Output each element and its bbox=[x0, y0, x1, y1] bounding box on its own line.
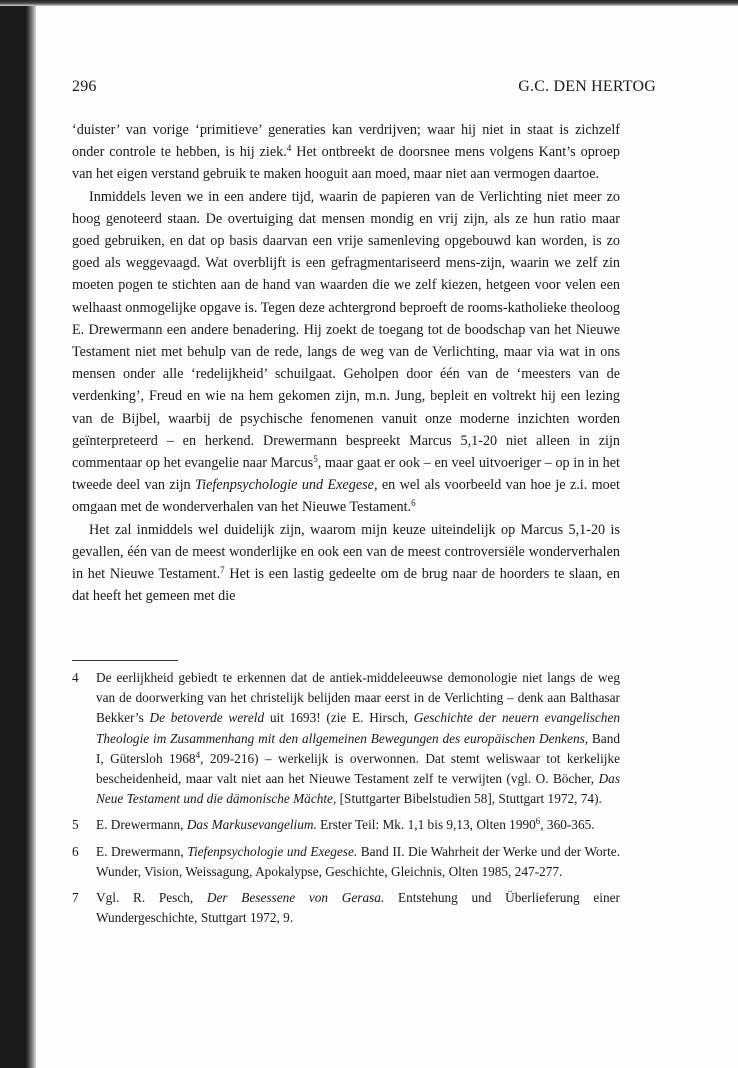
page-number: 296 bbox=[72, 78, 97, 95]
footnote-ref-7[interactable]: 7 bbox=[220, 565, 225, 576]
footnote-text: E. Drewermann, Das Markusevangelium. Erster Teil: Mk. 1,1 bis 9,13, Olten 1990$^6$, 360-365. bbox=[96, 816, 595, 833]
footnote-ref-4[interactable]: 4 bbox=[286, 143, 292, 154]
footnote-number: 6 bbox=[72, 843, 79, 859]
footnote-number: 4 bbox=[72, 670, 79, 685]
text-run: , maar gaat er ook – en veel uitvoeriger – op in in het tweede deel van zijn bbox=[72, 455, 620, 494]
footnote-number: 5 bbox=[72, 817, 79, 833]
footnote-4 bbox=[72, 668, 620, 809]
page-header bbox=[72, 78, 656, 96]
text-run: Het ontbreekt de doorsnee mens volgens Kant’s oproep van het eigen verstand gebruik te maken hooguit aan moed, maar niet aan vermogen daartoe. bbox=[72, 144, 620, 183]
paragraph-2 bbox=[72, 186, 620, 519]
footnotes bbox=[72, 668, 620, 934]
footnote-ref-5[interactable]: 5 bbox=[313, 454, 318, 465]
footnote-text: E. Drewermann, Tiefenpsychologie und Exegese. Band II. Die Wahrheit der Werke und der Worte. Wunder, Vision, Weissagung, Apokalypse, Geschichte, Gleichnis, Olten 1985, 247-277. bbox=[96, 843, 621, 879]
paragraph-1 bbox=[72, 119, 620, 186]
footnote-separator bbox=[72, 660, 178, 661]
text-run: , en wel als voorbeeld van hoe je z.i. moet omgaan met de wonderverhalen van het Nieuwe Testament. bbox=[72, 477, 621, 516]
footnote-5 bbox=[72, 815, 620, 835]
text-run: Het is een lastig gedeelte om de brug naar de hoorders te slaan, en dat heeft het gemeen met die bbox=[72, 566, 620, 605]
running-head: G.C. DEN HERTOG bbox=[518, 78, 656, 95]
book-title: Tiefenpsychologie und Exegese bbox=[195, 477, 374, 494]
text-run: ‘duister’ van vorige ‘primitieve’ generaties kan verdrijven; waar hij niet in staat is zichzelf onder controle te hebben, is hij ziek. bbox=[72, 122, 620, 161]
footnote-ref-6[interactable]: 6 bbox=[411, 498, 416, 509]
text-run: Inmiddels leven we in een andere tijd, waarin de papieren van de Verlichting niet meer zo hoog genoteerd staan. De overtuiging dat mensen mondig en vrij zijn, als ze hun ratio maar goed gebruiken, en dat op basis daarvan een vrije samenleving opgebouwd kan worden, is zo goed als weggevaagd. Wat overblijft is een gefragmentariseerd mens-zijn, waarin we zelf zin moeten pogen te stichten aan de hand van waarden die we zelf kiezen, hetgeen voor velen een welhaast onmogelijke opgave is. Tegen deze achtergrond beproeft de rooms-katholieke theoloog E. Drewermann een andere benadering. Hij zoekt de toegang tot de boodschap van het Nieuwe Testament niet met behulp van de rede, langs de weg van de Verlichting, maar via wat in ons mensen onder alle ‘redelijkheid’ schuilgaat. Geholpen door één van de ‘meesters van de verdenking’, Freud en wie na hem gekomen zijn, m.n. Jung, bepleit en voltrekt hij een lezing van de Bijbel, waarbij de psychische fenomenen vanuit onze moderne inzichten worden geïnterpreteerd – en herkend. Drewermann bespreekt Marcus 5,1-20 niet alleen in zijn commentaar op het evangelie naar Marcus bbox=[72, 188, 620, 472]
footnote-number: 7 bbox=[72, 890, 79, 906]
paragraph-3 bbox=[72, 519, 620, 608]
footnote-text: De eerlijkheid gebiedt te erkennen dat de antiek-middeleeuwse demonologie niet langs de weg van de doorwerking van het christelijk belijden maar eerst in de Verlichting – denk aan Balthasar Bekker’s De betoverde wereld uit 1693! (zie E. Hirsch, Geschichte der neuern evangelischen Theologie im Zusammenhang mit den allgemeinen Bewegungen des europäischen Denkens, Band I, Gütersloh 1968$^4$, 209-216) – werkelijk is overwonnen. Dat stemt weliswaar tot kerkelijke bescheidenheid, maar valt niet aan het Nieuwe Testament zelf te verwijten (vgl. O. Böcher, Das Neue Testament und die dämonische Mächte, [Stuttgarter Bibelstudien 58], Stuttgart 1972, 74). bbox=[96, 670, 621, 807]
scan-dark-border-left bbox=[0, 0, 36, 1068]
footnote-6 bbox=[72, 842, 620, 882]
footnote-7 bbox=[72, 888, 620, 928]
footnote-text: Vgl. R. Pesch, Der Besessene von Gerasa. Entstehung und Überlieferung einer Wundergeschichte, Stuttgart 1972, 9. bbox=[96, 890, 620, 926]
scan-dark-border-top bbox=[0, 0, 738, 6]
text-run: Het zal inmiddels wel duidelijk zijn, waarom mijn keuze uiteindelijk op Marcus 5,1-20 is gevallen, één van de meest wonderlijke en ook een van de meest controversiële wonderverhalen in het Nieuwe Testament. bbox=[72, 521, 620, 583]
main-text bbox=[72, 119, 620, 607]
